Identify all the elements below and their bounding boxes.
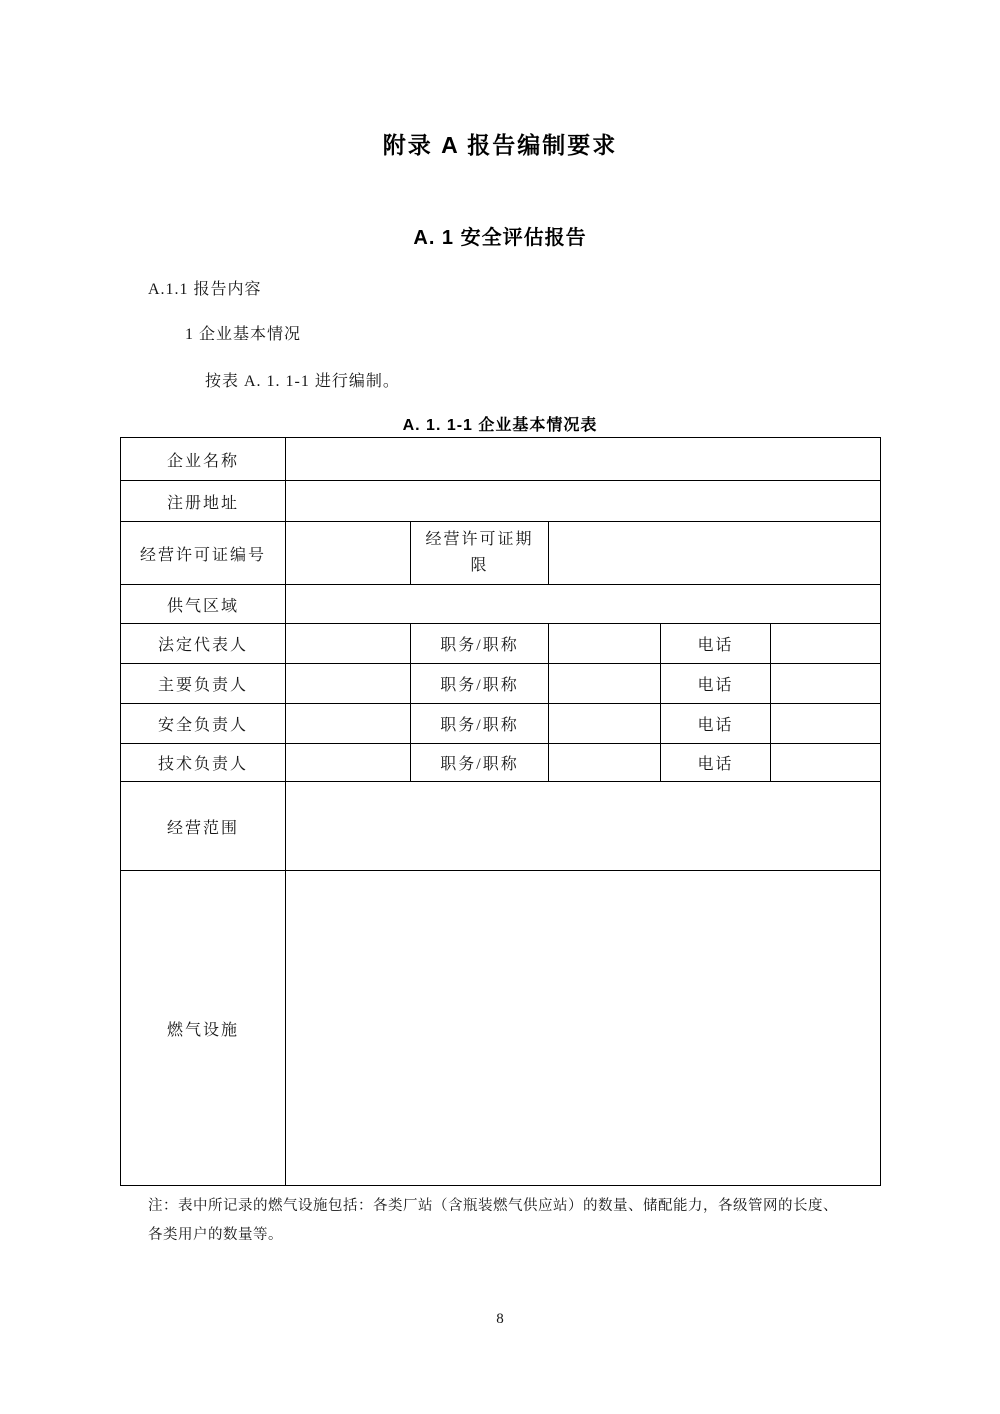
license-period-value-cell xyxy=(549,522,881,585)
position-title-label: 职务/职称 xyxy=(411,704,549,744)
registered-address-value-cell xyxy=(286,481,881,522)
phone-label: 电话 xyxy=(661,664,771,704)
table-note xyxy=(148,1192,880,1250)
position-title-value-cell xyxy=(549,744,661,782)
phone-value-cell xyxy=(771,624,881,664)
section-title: A. 1 安全评估报告 xyxy=(413,227,587,249)
legal-representative-label: 法定代表人 xyxy=(121,624,286,664)
company-name-value-cell xyxy=(286,438,881,481)
phone-value-cell xyxy=(771,704,881,744)
page-number: 8 xyxy=(496,1311,504,1327)
legal-representative-value-cell xyxy=(286,624,411,664)
table-row-company-name xyxy=(121,438,881,481)
table-note-line-2: 各类用户的数量等。 xyxy=(148,1227,283,1243)
main-principal-value-cell xyxy=(286,664,411,704)
business-scope-label: 经营范围 xyxy=(121,782,286,871)
technical-principal-value-cell xyxy=(286,744,411,782)
supply-area-value-cell xyxy=(286,585,881,624)
phone-label: 电话 xyxy=(661,624,771,664)
table-row-main-principal xyxy=(121,664,881,704)
phone-value-cell xyxy=(771,664,881,704)
company-name-label: 企业名称 xyxy=(121,438,286,481)
table-row-technical-principal xyxy=(121,744,881,782)
table-row-license xyxy=(121,522,881,585)
instruction-text: 按表 A. 1. 1-1 进行编制。 xyxy=(205,373,400,390)
position-title-label: 职务/职称 xyxy=(411,624,549,664)
company-info-table xyxy=(120,437,881,1186)
table-row-legal-representative xyxy=(121,624,881,664)
position-title-label: 职务/职称 xyxy=(411,744,549,782)
table-caption: A. 1. 1-1 企业基本情况表 xyxy=(402,417,598,434)
safety-principal-value-cell xyxy=(286,704,411,744)
appendix-title: 附录 A 报告编制要求 xyxy=(382,132,618,158)
license-period-label: 经营许可证期限 xyxy=(411,522,549,585)
phone-value-cell xyxy=(771,744,881,782)
main-principal-label: 主要负责人 xyxy=(121,664,286,704)
position-title-value-cell xyxy=(549,624,661,664)
position-title-label: 职务/职称 xyxy=(411,664,549,704)
list-item-1: 1 企业基本情况 xyxy=(185,326,302,343)
gas-facilities-value-cell xyxy=(286,871,881,1186)
registered-address-label: 注册地址 xyxy=(121,481,286,522)
phone-label: 电话 xyxy=(661,744,771,782)
position-title-value-cell xyxy=(549,704,661,744)
business-scope-value-cell xyxy=(286,782,881,871)
phone-label: 电话 xyxy=(661,704,771,744)
subsection-heading: A.1.1 报告内容 xyxy=(148,281,262,298)
table-row-supply-area xyxy=(121,585,881,624)
position-title-value-cell xyxy=(549,664,661,704)
gas-facilities-label: 燃气设施 xyxy=(121,871,286,1186)
license-number-label: 经营许可证编号 xyxy=(121,522,286,585)
table-row-registered-address xyxy=(121,481,881,522)
technical-principal-label: 技术负责人 xyxy=(121,744,286,782)
table-row-safety-principal xyxy=(121,704,881,744)
safety-principal-label: 安全负责人 xyxy=(121,704,286,744)
license-number-value-cell xyxy=(286,522,411,585)
table-row-business-scope xyxy=(121,782,881,871)
table-note-line-1: 注：表中所记录的燃气设施包括：各类厂站（含瓶装燃气供应站）的数量、储配能力，各级管网的长度、 xyxy=(148,1198,838,1214)
table-row-gas-facilities xyxy=(121,871,881,1186)
supply-area-label: 供气区域 xyxy=(121,585,286,624)
